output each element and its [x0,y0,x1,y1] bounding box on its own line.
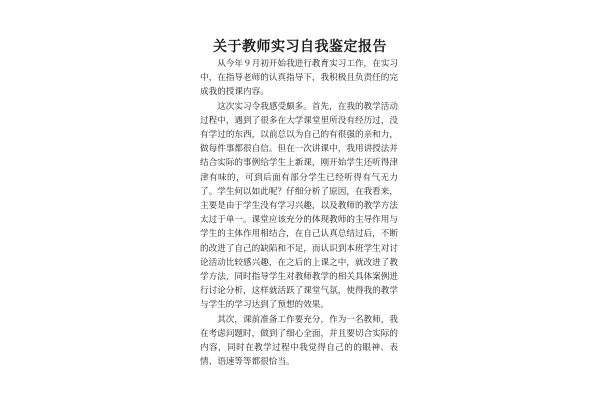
document-body [200,57,398,369]
paragraph-1: 从今年９月初开始我进行教育实习工作，在实习中，在指导老师的认真指导下，我积极且负责任的完成我的授课内容。 [200,59,398,98]
document-title: 关于教师实习自我鉴定报告 [213,39,387,55]
paragraph-3: 其次，课前准备工作要充分，作为一名教师，我在考虑问题时，做到了细心全面，并且要切合实际的内容，同时在教学过程中我觉得自己的的眼神、表情、语速等等都很恰当。 [200,314,398,368]
paragraph-2: 这次实习令我感受颇多。首先，在我的教学活动过程中，遇到了很多在大学课堂里所没有经历过，没有学过的东西，以前总以为自己的有很强的亲和力，做每件事都很自信。但在一次讲课中，我用讲授法并结合实际的事例给学生上新课，刚开始学生还听得津津有味的，可到后面有部分学生已经听得有气无力了。学生何以如此呢？仔细分析了原因，在我看来，主要是由于学生没有学习兴趣，以及教师的教学方法太过于单一。课堂应该充分的体现教师的主导作用与学生的主体作用相结合，在自己认真总结过后，不断的改进了自己的缺陷和不足，而认识到本班学生对讨论活动比较感兴趣，在之后的上课之中，就改进了教学方法，同时指导学生对教师教学的相关具体案例进行讨论分析，这样就活跃了课堂气氛，使得我的教学与学生的学习达到了预想的效果。 [200,101,398,311]
